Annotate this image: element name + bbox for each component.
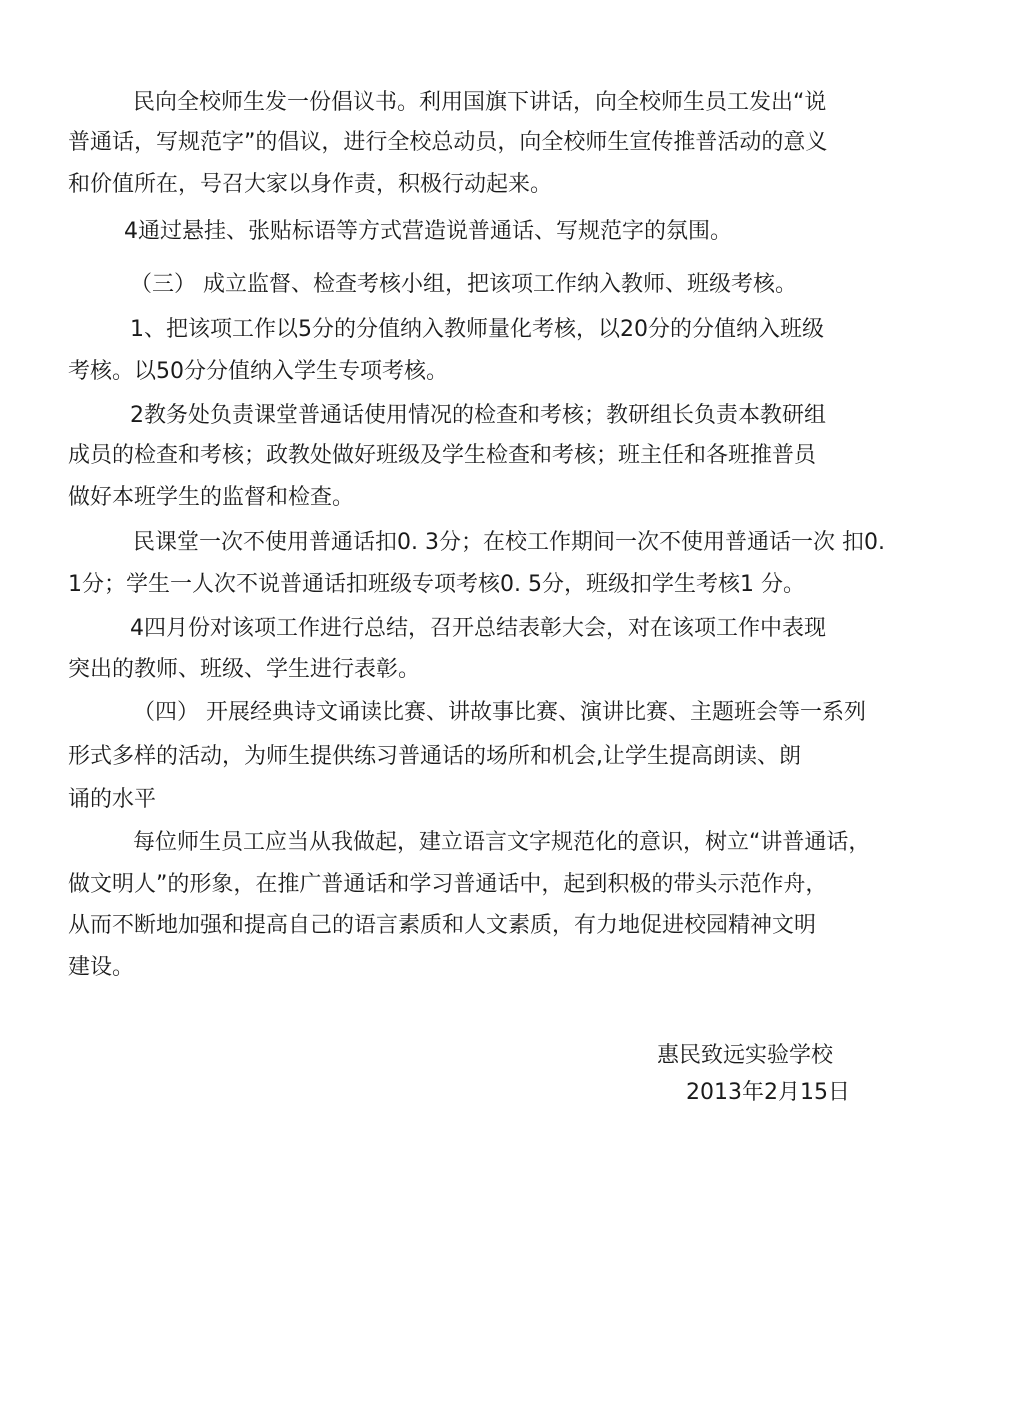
paragraph-line: 突出的教师、班级、学生进行表彰。 bbox=[68, 657, 421, 682]
paragraph-line: 形式多样的活动，为师生提供练习普通话的场所和机会,让学生提高朗读、朗 bbox=[68, 744, 801, 769]
paragraph-line: 做文明人”的形象，在推广普通话和学习普通话中，起到积极的带头示范作舟， bbox=[68, 872, 828, 897]
paragraph-line: 建设。 bbox=[68, 955, 135, 980]
paragraph-line: 普通话，写规范字”的倡议，进行全校总动员，向全校师生宣传推普活动的意义 bbox=[68, 130, 828, 155]
paragraph-line: 民课堂一次不使用普通话扣0. 3分；在校工作期间一次不使用普通话一次 扣0. bbox=[133, 530, 885, 555]
paragraph-line: 考核。以50分分值纳入学生专项考核。 bbox=[68, 359, 448, 384]
paragraph-line: 成员的检查和考核；政教处做好班级及学生检查和考核；班主任和各班推普员 bbox=[68, 443, 817, 468]
paragraph-line: 1分；学生一人次不说普通话扣班级专项考核0. 5分，班级扣学生考核1 分。 bbox=[68, 572, 805, 597]
paragraph-line: 2教务处负责课堂普通话使用情况的检查和考核；教研组长负责本教研组 bbox=[130, 403, 826, 428]
paragraph-line: 每位师生员工应当从我做起，建立语言文字规范化的意识，树立“讲普通话， bbox=[133, 830, 871, 855]
paragraph-line: 1、把该项工作以5分的分值纳入教师量化考核，以20分的分值纳入班级 bbox=[130, 317, 824, 342]
paragraph-line: 民向全校师生发一份倡议书。利用国旗下讲话，向全校师生员工发出“说 bbox=[133, 90, 827, 115]
school-signature: 惠民致远实验学校 bbox=[657, 1043, 834, 1068]
paragraph-line: 做好本班学生的监督和检查。 bbox=[68, 485, 355, 510]
paragraph-line: 从而不断地加强和提高自己的语言素质和人文素质，有力地促进校园精神文明 bbox=[68, 913, 817, 938]
section-heading-4: （四） 开展经典诗文诵读比赛、讲故事比赛、演讲比赛、主题班会等一系列 bbox=[133, 700, 866, 725]
paragraph-line: 和价值所在，号召大家以身作责，积极行动起来。 bbox=[68, 172, 553, 197]
paragraph-line: 4通过悬挂、张贴标语等方式营造说普通话、写规范字的氛围。 bbox=[124, 219, 732, 244]
paragraph-line: 4四月份对该项工作进行总结，召开总结表彰大会，对在该项工作中表现 bbox=[130, 616, 826, 641]
section-heading-3: （三） 成立监督、检查考核小组，把该项工作纳入教师、班级考核。 bbox=[130, 272, 797, 297]
signature-date: 2013年2月15日 bbox=[686, 1080, 850, 1105]
paragraph-line: 诵的水平 bbox=[68, 787, 157, 812]
